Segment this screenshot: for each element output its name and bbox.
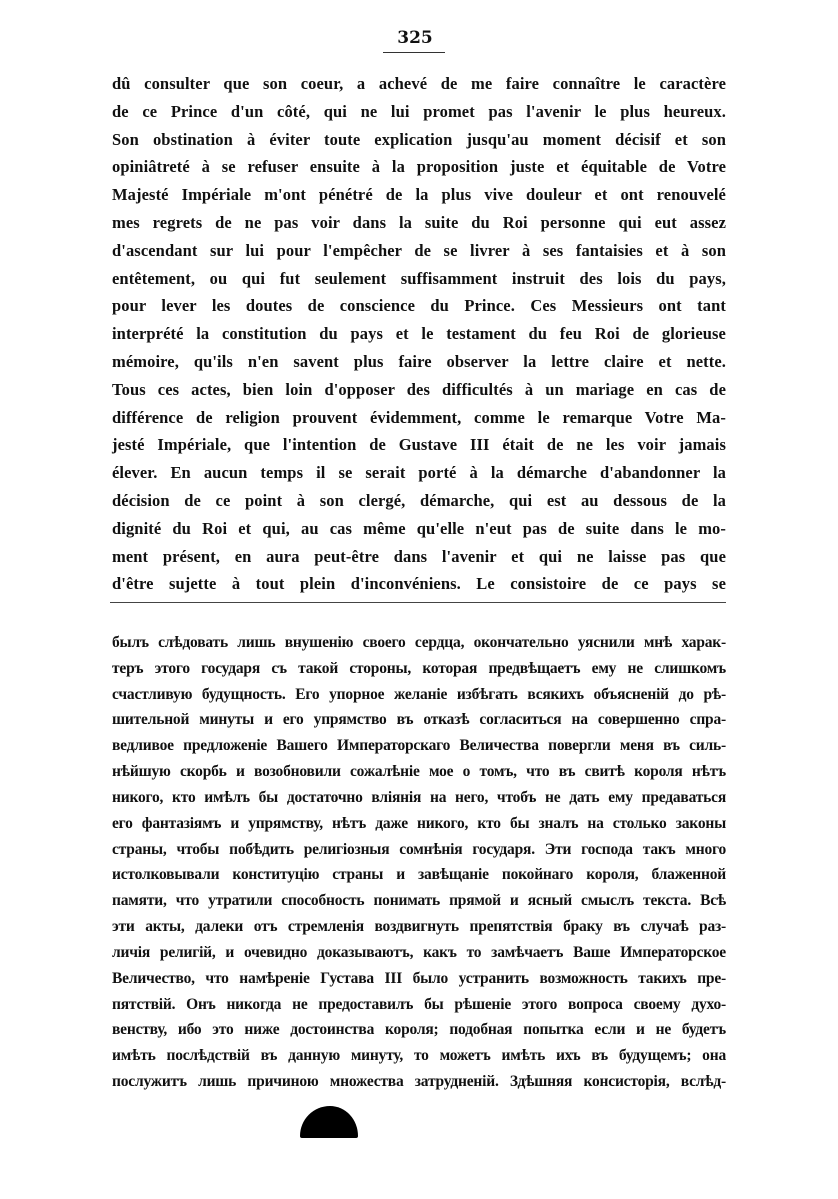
text-line: счастливую будущность. Его упорное желаніе избѣгать всякихъ объясненій до рѣ- — [112, 685, 726, 703]
text-line: нѣйшую скорбь и возобновили сожалѣніе мое о томъ, что въ свитѣ короля нѣтъ — [112, 763, 726, 781]
text-line: памяти, что утратили способность понимать прямой и ясный смыслъ текста. Всѣ — [112, 892, 726, 910]
text-line: entêtement, ou qui fut seulement suffisamment instruit des lois du pays, — [112, 268, 726, 288]
text-line: dû consulter que son coeur, a achevé de me faire connaître le caractère — [112, 74, 726, 93]
text-line: истолковывали конституцію страны и завѣщаніе покойнаго короля, блаженной — [112, 866, 726, 884]
text-line: interprété la constitution du pays et le testament du feu Roi de glorieuse — [112, 324, 726, 344]
text-line: пятствій. Онъ никогда не предоставилъ бы рѣшеніе этого вопроса своему духо- — [112, 995, 726, 1013]
text-line: d'ascendant sur lui pour l'empêcher de se livrer à ses fantaisies et à son — [112, 240, 726, 260]
text-line: ment présent, en aura peut-être dans l'avenir et qui ne laisse pas que — [112, 546, 726, 566]
text-line: Величество, что намѣреніе Густава III было устранить возможность такихъ пре- — [112, 969, 726, 987]
text-line: Majesté Impériale m'ont pénétré de la plus vive douleur et ont renouvelé — [112, 185, 726, 205]
page-number: 325 — [397, 28, 433, 48]
text-line: décision de ce point à son clergé, démarche, qui est au dessous de la — [112, 490, 726, 510]
text-line: имѣть послѣдствій въ данную минуту, то можетъ имѣть ихъ въ будущемъ; она — [112, 1047, 726, 1065]
text-line: никого, кто имѣлъ бы достаточно вліянія на него, чтобъ не дать ему предаваться — [112, 788, 726, 806]
text-line: Tous ces actes, bien loin d'opposer des difficultés à un mariage en cas de — [112, 379, 726, 399]
text-line: теръ этого государя съ такой стороны, которая предвѣщаетъ ему не слишкомъ — [112, 659, 726, 677]
text-line: d'être sujette à tout plein d'inconvéniens. Le consistoire de ce pays se — [112, 574, 726, 594]
text-line: венству, ибо это ниже достоинства короля; подобная попытка если и не будетъ — [112, 1021, 726, 1039]
text-line: Son obstination à éviter toute explication jusqu'au moment décisif et son — [112, 129, 726, 149]
text-line: шительной минуты и его упрямство въ отказѣ согласиться на совершенно спра- — [112, 711, 726, 729]
text-line: de ce Prince d'un côté, qui ne lui promet pas l'avenir le plus heureux. — [112, 101, 726, 121]
section-divider — [110, 602, 726, 603]
text-line: opiniâtreté à se refuser ensuite à la proposition juste et équitable de Votre — [112, 157, 726, 177]
text-line: jesté Impériale, que l'intention de Gustave III était de ne les voir jamais — [112, 435, 726, 455]
text-line: pour lever les doutes de conscience du Prince. Ces Messieurs ont tant — [112, 296, 726, 316]
text-line: эти акты, далеки отъ стремленія воздвигнуть препятствія браку въ случаѣ раз- — [112, 918, 726, 936]
text-line: былъ слѣдовать лишь внушенію своего сердца, окончательно уяснили мнѣ харак- — [112, 634, 726, 651]
text-line: dignité du Roi et qui, au cas même qu'elle n'eut pas de suite dans le mo- — [112, 518, 726, 538]
ink-blot-mark — [300, 1106, 358, 1138]
text-line: личія религій, и очевидно доказываютъ, какъ то замѣчаетъ Ваше Императорское — [112, 943, 726, 961]
text-line: послужитъ лишь причиною множества затрудненій. Здѣшняя консисторія, вслѣд- — [112, 1073, 726, 1091]
text-line: différence de religion prouvent évidemment, comme le remarque Votre Ma- — [112, 407, 726, 427]
text-line: mémoire, qu'ils n'en savent plus faire observer la lettre claire et nette. — [112, 351, 726, 371]
text-line: ведливое предложеніе Вашего Императорскаго Величества повергли меня въ силь- — [112, 737, 726, 755]
text-line: его фантазіямъ и упрямству, нѣтъ даже никого, кто бы зналъ на столько законы — [112, 814, 726, 832]
russian-translation-block — [112, 630, 726, 1095]
french-text-block — [112, 74, 726, 602]
text-line: mes regrets de ne pas voir dans la suite du Roi personne qui eut assez — [112, 212, 726, 232]
text-line: élever. En aucun temps il se serait porté à la démarche d'abandonner la — [112, 463, 726, 483]
text-line: страны, чтобы побѣдить религіозныя сомнѣнія государя. Эти господа такъ много — [112, 840, 726, 858]
page-number-rule — [383, 52, 445, 53]
